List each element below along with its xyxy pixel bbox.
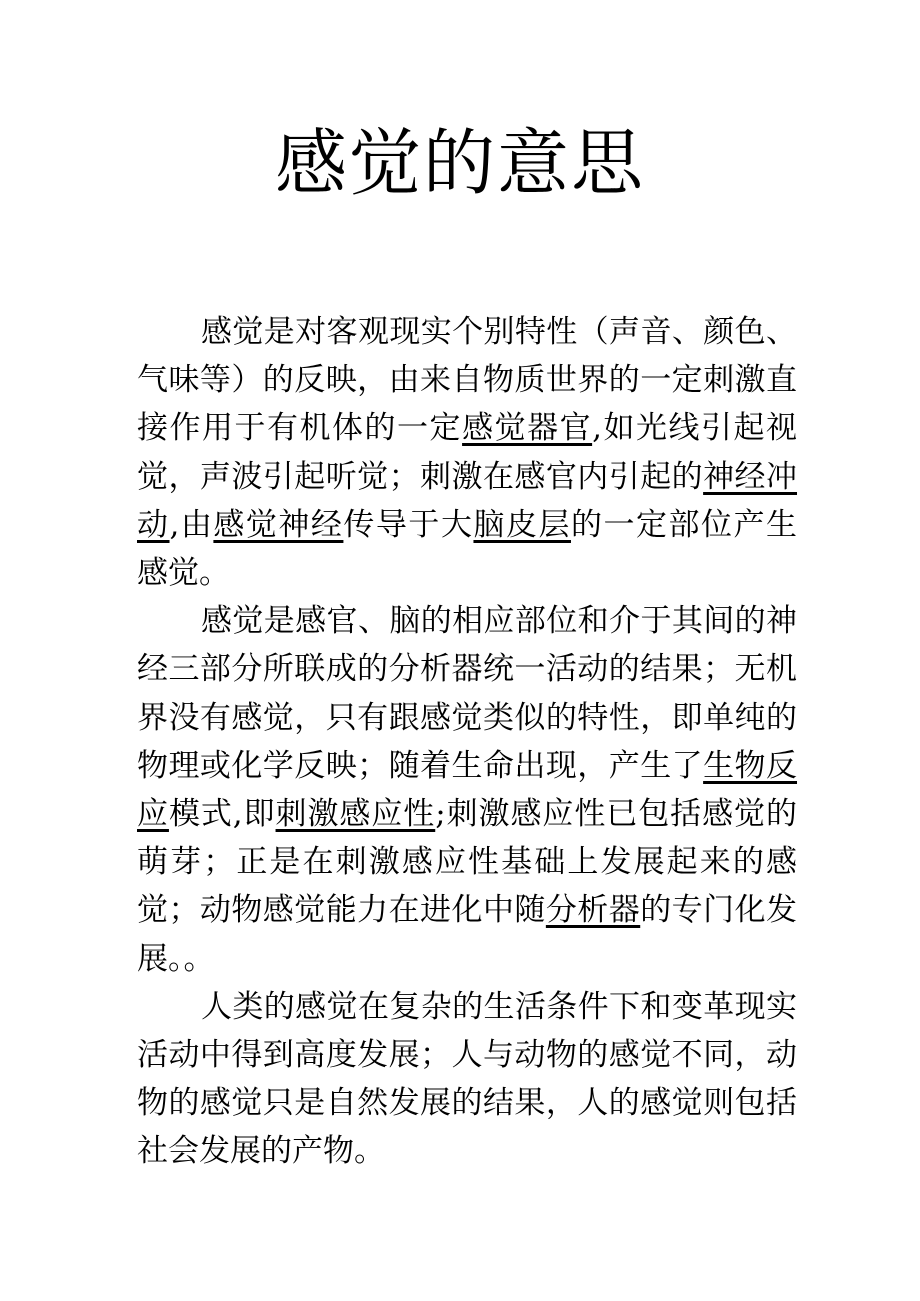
paragraph-3 xyxy=(137,983,797,1176)
paragraph-text: 感觉是对客观现实个别特性（声音、颜色、气味等）的反映，由来自物质世界的一定刺激直接作用于有机体的一定 xyxy=(137,314,797,447)
term-nerve-impulse: 神经冲动 xyxy=(137,458,798,543)
paragraph-1 xyxy=(137,308,797,597)
paragraph-text: 的一定部位产生感觉。 xyxy=(137,506,798,592)
term-cerebral-cortex: 脑皮层 xyxy=(473,506,571,543)
paragraph-text: ,如光线引起视觉，声波引起听觉；刺激在感官内引起的 xyxy=(137,410,798,495)
paragraph-text: 的专门化发展。。 xyxy=(137,892,798,977)
paragraph-2 xyxy=(137,597,797,983)
term-analyzer: 分析器 xyxy=(545,892,641,929)
paragraph-text: ,由 xyxy=(169,506,214,543)
paragraph-text: ;刺激感应性已包括感觉的萌芽；正是在刺激感应性基础上发展起来的感觉；动物感觉能力在进化中随 xyxy=(137,796,797,929)
paragraph-text: 模式,即 xyxy=(168,796,276,833)
term-sensory-nerve: 感觉神经 xyxy=(213,506,344,543)
term-biological-response: 生物反应 xyxy=(137,747,798,833)
paragraph-text: 人类的感觉在复杂的生活条件下和变革现实活动中得到高度发展；人与动物的感觉不同，动物的感觉只是自然发展的结果，人的感觉则包括社会发展的产物。 xyxy=(137,988,797,1170)
term-irritability: 刺激感应性 xyxy=(275,796,436,833)
paragraph-text: 感觉是感官、脑的相应部位和介于其间的神经三部分所联成的分析器统一活动的结果；无机界没有感觉，只有跟感觉类似的特性，即单纯的物理或化学反映；随着生命出现，产生了 xyxy=(137,603,797,784)
paragraph-text: 传导于大 xyxy=(343,506,474,543)
document-title: 感觉的意思 xyxy=(274,121,645,205)
document-body xyxy=(137,308,797,1176)
term-sensory-organ: 感觉器官 xyxy=(462,410,593,447)
